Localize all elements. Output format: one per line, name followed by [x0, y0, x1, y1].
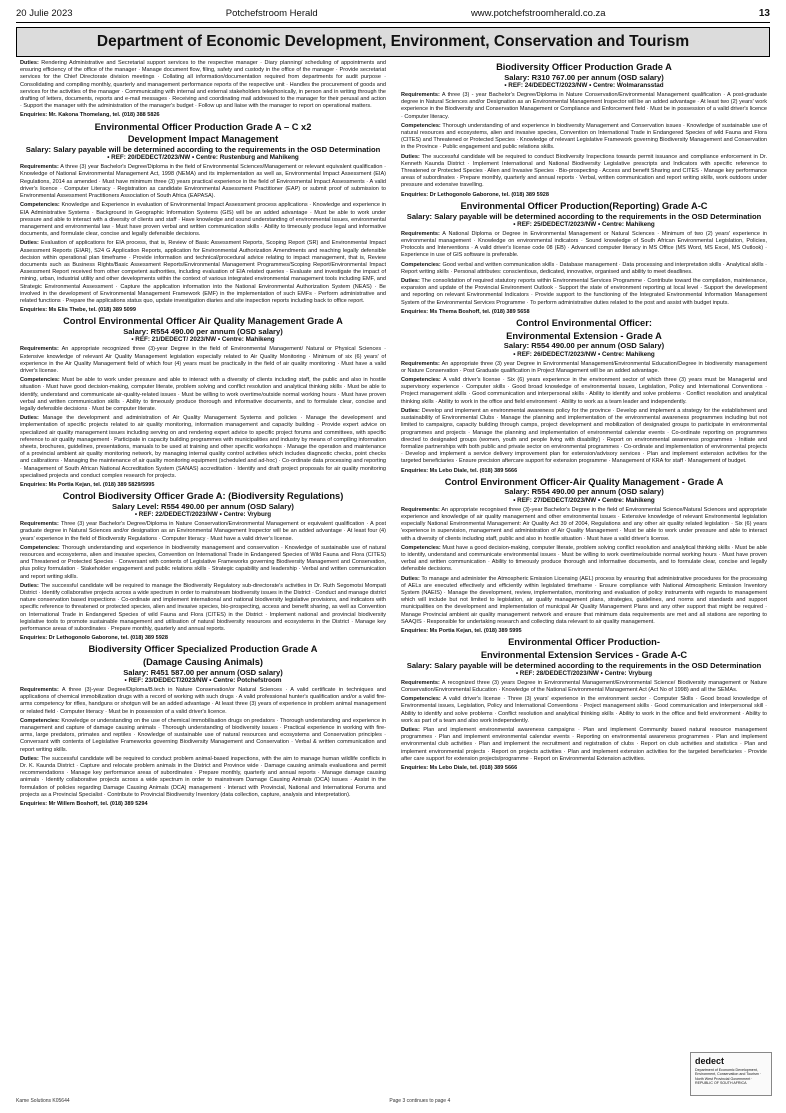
job-enquiries: [401, 192, 767, 199]
job-requirements: [20, 521, 386, 543]
job-competencies: [20, 377, 386, 413]
job-reference: • REF: 26/DEDECT/2023/NW • Centre: Mahikeng: [513, 350, 655, 358]
job-salary: Salary Level: R554 490.00 per annum (OSD Salary): [112, 501, 294, 511]
job-salary: Salary: R554 490.00 per annum (OSD salary): [123, 327, 283, 337]
job-duties: [401, 154, 767, 190]
section-label: Competencies:: [401, 122, 441, 129]
section-label: Competencies:: [20, 377, 60, 384]
job-subtitle: Environmental Extension - Grade A: [506, 330, 662, 341]
section-text: Manage the development and administration of Air Quality Management Systems and policies · Manage the development and implementation of specific projects related to air quality monitoring, information management and capacity building · Provide expert advice on specialized air quality management issues including serving on and rendering expert advice to specific project forums and committees, with specific reference to air quality management · Participate in capacity building programmes with municipalities and industry by means of compiling information sheets, brochures, guidelines, presentations, manuals to be used at training and other specific workshops · Manage the operation and maintenance of a provincial ambient air quality monitoring network, by managing internal quality control activities which includes diagnostic checks, point checks and calibrations · Managing the maintenance of air quality monitoring equipment (scheduled and ad-hoc) · Co-ordinate data processing and reporting · Management of South African National Accreditation System (SANAS) accreditation · Identify and draft project proposals for air quality monitoring specialised projects and conduct complex research for projects.: [20, 415, 386, 479]
job-reference: • REF: 22/DEDECT/2023/NW • Centre: Vryburg: [134, 510, 272, 518]
job-title: Control Environmental Officer:: [516, 318, 652, 329]
enquiries-text: Enquiries: Ms Portia Kejan, tel. (018) 389 5829/5995: [20, 481, 155, 488]
job-title: Biodiversity Officer Production Grade A: [496, 62, 672, 72]
job-reference: • REF: 24/DEDECT/2023/NW • Centre: Wolmaransstad: [504, 81, 664, 89]
job-requirements: [20, 164, 386, 200]
section-text: Knowledge or understanding on the use of chemical immobilisation drugs on predators · Thorough understanding and experience in management and capture of damage causing animals · Thorough understanding of biodiversity issues · Practical experience in working with fire-arms, large predators, primates and reptiles · Knowledge of sustainable use of natural resources and ecosystems and Conservation principles · Conversant with contents of Legislative Frameworks governing Biodiversity Management and Conservation · Verbal & written communication and report writing skills.: [20, 717, 386, 753]
job-enquiries: [20, 635, 386, 642]
department-logo: [690, 1052, 772, 1096]
department-banner: Department of Economic Development, Environment, Conservation and Tourism: [16, 27, 770, 57]
section-label: Duties:: [401, 727, 420, 734]
section-text: Thorough understanding and experience in biodiversity management and conservation · Knowledge of sustainable use of natural resources and ecosystems, alien and invasive species, Convention on International Trade in Endangered Species of Wild Fauna and Flora (CITES) and Threatened or Protected Species · Conversant with contents of Legislative Frameworks governing Biodiversity Management and Conservation, plus policy formulation · Stakeholder engagement and public relations skills · Strategic capability and leadership · Verbal and written communication and report writing skills.: [20, 544, 386, 580]
job-subtitle: Environmental Extension Services - Grade A-C: [480, 649, 688, 660]
section-label: Duties:: [401, 407, 420, 414]
job-title: Environmental Officer Production(Reporting) Grade A-C: [460, 200, 708, 211]
section-text: Plan and implement environmental awareness campaigns · Plan and implement Community based natural resource management programmes · Plan and implement environmental calendar events · Reporting on environmental awareness programmes · Plan and implement environmental club activities · Plan and implement the recruitment and registration of clubs · Report on club activities and statistics · Plan and implement environmental projects · Report on projects activities · Plan and implement extension activities for the targeted beneficiaries · Provide after care support for extension projects/programme · Report on Environmental Extension activities.: [401, 727, 767, 762]
section-text: Good verbal and written communication skills · Database management · Data processing and interpretation skills · Analytical skills · Report writing skills · Personal attributes: conscientious, dedicated, innovative, organised and ability to meet deadlines.: [401, 261, 767, 275]
section-label: Duties:: [20, 240, 39, 247]
job-subtitle: (Damage Causing Animals): [142, 657, 264, 668]
section-label: Duties:: [20, 755, 39, 762]
section-label: Requirements:: [401, 360, 440, 367]
section-label: Requirements:: [20, 521, 59, 528]
job-reference: • REF: 20/DEDECT/2023/NW • Centre: Rustenburg and Mahikeng: [107, 154, 299, 162]
section-text: An appropriate recognised three (3)-year Bachelor's Degree in the field of Environmental Science/Natural Sciences and appropriate experience and knowledge of air quality management and other environmental issues · Extensive knowledge of relevant Environmental legislation especially National Environmental Management: Air Quality Act 39 of 2004, Regulations and any other air quality related legislation · Six (6) years 'experience in supervision, management and administration of Air Quality Management · Must be able to work under pressure and able to interact with a diversity of clients including staff, public and also in hostile situation · Must have a valid driver's license.: [401, 506, 767, 542]
section-label: Requirements:: [20, 346, 59, 353]
footer-continues: Page 3 continues to page 4: [389, 1098, 451, 1104]
section-text: A three (3) - year Bachelor's Degree/Diploma in Nature Conservation/Environmental Management qualification · A post-graduate degree in Natural Sciences and/or Designation as an Environmental Management Inspector will be an added advantage · At least two (2) years' work experience in the Biodiversity and Conservation Management or Compliance and Enforcement field · Must be in possession of a valid driver's licence · Computer literacy.: [401, 91, 767, 120]
section-label: Competencies:: [20, 717, 60, 724]
section-text: A valid driver's license · Three (3) years' experience in the environment sector · Computer Skills · Good broad knowledge of Environmental issues, Legislation, Policy and International Conventions · Project management skills · Good communication and interpersonal skill · Ability to identify and solve problems · Conflict resolution and analytical thinking skills · Ability to work in the office and field environment · Ability to work as part of a team and also work independently.: [401, 696, 767, 724]
section-text: Three (3) year Bachelor's Degree/Diploma in Nature Conservation/Environmental Management or equivalent qualification · A post graduate degree in Natural Sciences and/or designation as an Environmental Management Inspector will be an added advantage · At least four (4) years' experience in the field of Biodiversity Regulations · Computer literacy · Must have a valid driver's license.: [20, 521, 386, 542]
section-label: Requirements:: [401, 679, 440, 686]
job-competencies: [401, 377, 767, 406]
section-text: Must have a good decision-making, computer literate, problem solving conflict resolution and analytical thinking skills · Must be able to identify, understand and communicate environmental issues · Must be willing to work overtime/outside normal working hours · Must have proven verbal and written communication · Ability to timeously produce thorough and informative documents, and to formulate clear, concise and legally defensible decisions.: [401, 544, 767, 573]
logo-subtitle: Department of Economic Development, Environment, Conservation and Tourism · North West Provincial Government · REPUBLIC OF SOUTH AFRICA: [695, 1068, 762, 1086]
job-requirements: [20, 346, 386, 375]
left-column: [20, 60, 386, 1080]
right-column: [401, 60, 767, 1080]
job-requirements: [401, 92, 767, 121]
job-title: Environmental Officer Production-: [508, 637, 660, 648]
page-number: 13: [758, 7, 770, 19]
job-enquiries: [20, 307, 386, 314]
job-duties: [20, 756, 386, 799]
section-text: An appropriate recognized three (3)-year Degree in the field of Environmental Management/ Natural or Physical Sciences · Extensive knowledge of relevant Air Quality Management legislation especially related to Air Quality Monitoring · Minimum of six (6) years' of experience in the Air Quality Management field of which four (4) years must be practically in the field of air quality monitoring · Must have a valid driver's license.: [20, 346, 386, 374]
job-duties: [401, 278, 767, 307]
job-title: Control Environmental Officer Air Quality Management Grade A: [63, 316, 343, 327]
section-text: The successful candidate will be required to conduct Biodiversity Inspections towards permit issuance and compliance enforcement in Dr. Kenneth Kaunda District · Implement International and National Biodiversity Legislative prescripts and Indicators with specific reference to Threatened or Protected Species · Alien and Invasive Species · Bio-prospecting · Access and benefit Sharing and CITES · Manage key performance areas of subordinates · Prepare monthly, quarterly and annual reports · Verbal, written communication and report writing skills, work outdoors under pressure and extensive travelling.: [401, 153, 767, 189]
job-ref-25: [401, 201, 767, 316]
section-label: Duties:: [20, 582, 39, 589]
logo-name: dedect: [695, 1056, 725, 1066]
enquiries-text: Enquiries: Ms Lebo Diale, tel. (018) 389 5666: [401, 467, 518, 474]
job-title: Control Environment Officer-Air Quality Management - Grade A: [444, 476, 724, 487]
job-ref-24: [401, 62, 767, 199]
section-label: Duties:: [401, 153, 420, 160]
header-rule: [16, 22, 770, 23]
job-duties: [401, 408, 767, 466]
section-text: The consolidation of required statutory reports within Environmental Services Programme · Contribute toward the compilation, maintenance, expansion and update of the Provincial Environment Outlook · Support the state of environment reporting at local level · Support the development and reporting on relevant Environmental Indicators · Provide support to the functioning of the Integrated Environmental Information Management System of the Environmental Services Programme · To perform administrative duties related to the post and assist with budget inputs.: [401, 278, 767, 306]
job-salary: Salary: Salary payable will be determined according to the requirements in the OSD Determination: [406, 660, 762, 670]
section-text: To manage and administer the Atmospheric Emission Licensing (AEL) process by ensuring that administrative procedures for the processing of AELs are executed effectively and efficiently within legislated timeframe · Ensure compliance with National Atmospheric Emission Inventory System (NAEIS) · Manage the development, review, implementation, monitoring and evaluation of policy instruments with regards to management which will include but not limited to legislation, air quality management plans, strategies, guidelines, and norms and standards and support municipalities on the development and implementation of municipal Air Quality Management Plans and any other support that might be required · Manage Provincial ambient air quality management network and ensure that minimum data requirements are met and all stations are reporting to SAAQIS · Responsible for undertaking research and collecting data relevant to air quality management.: [401, 575, 767, 625]
section-label: Requirements:: [401, 91, 440, 98]
job-competencies: [401, 696, 767, 725]
job-competencies: [401, 262, 767, 276]
enquiries-text: Enquiries: Mr Willem Boshoff, tel. (018) 389 5294: [20, 801, 148, 808]
section-label: Competencies:: [401, 377, 441, 384]
job-requirements: [20, 687, 386, 716]
enquiries-text: Enquiries: Dr Lethogonolo Gaborone, tel. (018) 389 5928: [401, 191, 549, 198]
job-competencies: [20, 202, 386, 238]
page-footer: [16, 1098, 770, 1108]
job-duties: [401, 576, 767, 626]
job-ref-26: [401, 318, 767, 475]
job-salary: Salary: R451 587.00 per annum (OSD salary): [123, 667, 283, 677]
job-enquiries: [401, 765, 767, 772]
job-enquiries: [20, 482, 386, 489]
section-label: Duties:: [20, 415, 39, 422]
issue-date: 20 Julie 2023: [16, 7, 73, 19]
enquiries-text: Enquiries: Ms Lebo Diale, tel. (018) 389 5666: [401, 765, 518, 772]
enquiries-text: Enquiries: Dr Lethogonolo Gaborone, tel. (018) 389 5928: [20, 635, 168, 642]
page-header: [16, 6, 770, 20]
section-label: Competencies:: [20, 202, 60, 209]
job-title: Biodiversity Officer Specialized Production Grade A: [88, 644, 318, 655]
job-enquiries: [401, 468, 767, 475]
enquiries-text: Enquiries: Ms Portia Kejan, tel. (018) 389 5995: [401, 627, 522, 634]
section-label: Competencies:: [20, 544, 60, 551]
footer-agency: Kame Solutions K05644: [16, 1098, 70, 1104]
job-requirements: [401, 507, 767, 543]
intro-duties: Duties: Rendering Administrative and Secretarial support services to the respective manager · Diary planning/ scheduling of appointments and ensuring efficiency of the office of the manager · Manage document flow, filing, safety and custody in the office of the manager · Provide secretariat services for the Chief Directorate division meetings · Collating all information/documentation required from departments for audit purpose · Consolidating and compiling monthly, quarterly and management performance reports of the respective unit · Handles the procurement of goods and services for the activities of the manager · Communicating with internal and external stakeholders telephonically, in person and in writing through the drafting of letters, documents, reports and e-mail messages · Receiving and coordinating mail addressed to the manager for their perusal and action · Support the manager with the administration of the manager's budget · Follow up and liaise with the manager to report on operational matters.: [20, 60, 386, 110]
section-text: Thorough understanding of and experience in biodiversity Management and Conservation issues · Knowledge of sustainable use of natural resources and ecosystems, alien and invasive species, Convention on International Trade in Endangered Species of wild Fauna and Flora (CITES) and Threatened or Protected Species · Knowledge of relevant Legislative Framework governing Biodiversity Management and Conservation in the Province · Public engagement and public relations skills.: [401, 122, 767, 151]
section-label: Requirements:: [20, 164, 59, 171]
section-label: Duties:: [401, 278, 420, 284]
job-competencies: [20, 718, 386, 754]
job-salary: Salary: Salary payable will be determined according to the requirements in the OSD Determination: [406, 211, 762, 221]
enquiries-text: Enquiries: Ms Thema Boshoff, tel. (018) 389 5658: [401, 308, 530, 315]
job-salary: Salary: R310 767.00 per annum (OSD salary): [504, 72, 664, 82]
section-text: The successful candidate will be required to conduct problem animal-based inspections, with the aim to manage human wildlife conflicts in Dr. K. Kaunda District · Capture and relocate problem animals in the District and Province wide · Damage causing animals evaluations and permit recommendations · Manage key performance areas of subordinates · Prepare monthly, quarterly and annual reports · Manage damage causing animals · Identify collaborative projects across a wide spectrum in order to mainstream Damage Causing Animals (DCA) issues · Assist in the formulation of policies regarding Damage Causing Animals (DCA) management · Interact with Provincial, National and International Forums and projects as a Provincial Specialist · Contribute to Provincial Biodiversity Inventory (data collection, capture, analysis and interpretation).: [20, 755, 386, 798]
job-subtitle: Development Impact Management: [127, 134, 279, 145]
job-competencies: [20, 545, 386, 581]
section-label: Requirements:: [401, 506, 440, 513]
section-text: A three (3) year Bachelor's Degree/Diploma in the field of Environmental Sciences/Management or relevant equivalent qualification · Knowledge of National Environmental Management Act, 1998 (NEMA) and its implementation as well as, Environmental Impact Assessment (EIA) Regulations, 2014 as amended · Must have minimum three (3) years practical experience in the field of Environmental Impact Assessments · A valid driver's licence · Computer Literacy · Registration as candidate Environmental Assessment Practitioner (EAP) or submit proof of submission to Environmental Assessment Practitioners Association of South Africa (EAPASA).: [20, 164, 386, 200]
job-enquiries: [401, 628, 767, 635]
job-reference: • REF: 25/DEDECT/2023/NW • Centre: Mahikeng: [513, 220, 655, 228]
job-duties: [20, 415, 386, 480]
job-requirements: [401, 361, 767, 375]
job-competencies: [401, 545, 767, 574]
job-ref-27: [401, 477, 767, 635]
intro-enquiries: Enquiries: Mr. Kakona Thomelang, tel. (018) 388 5826: [20, 112, 160, 119]
enquiries-text: Enquiries: Ms Elis Thebe, tel. (018) 389 5099: [20, 307, 136, 314]
section-text: An appropriate three (3) year Degree in Environmental Management/Environmental Education/Degree in biodiversity management or Nature Conservation · Post Graduate qualification in Project Management will be an added advantage.: [401, 360, 767, 374]
job-enquiries: [20, 801, 386, 808]
section-label: Competencies:: [401, 696, 441, 703]
job-salary: Salary: R554 490.00 per annum (OSD Salary): [503, 341, 665, 351]
section-label: Competencies:: [401, 261, 441, 268]
section-label: Duties:: [401, 575, 420, 582]
job-duties: [401, 727, 767, 763]
website: www.potchefstroomherald.co.za: [470, 7, 606, 19]
job-ref-28: [401, 637, 767, 772]
job-reference: • REF: 23/DEDECT/2023/NW • Centre: Potchefstroom: [124, 676, 282, 684]
job-ref-22: [20, 491, 386, 642]
section-label: Requirements:: [401, 230, 440, 237]
section-text: Develop and implement an environmental awareness policy for the province · Develop and implement a strategy for the establishment and sustainability of Environmental Clubs · Manage the planning and implementation of the environmental awareness programmes including but not limited to campaigns, capacity building through camps, project development and mobilization of designated groups to participate in environmental programmes and projects · Manage the planning and implementation of environmental calendar events · Co-ordinate reporting on programmes directed to designated groups (women, youth and people living with disability) · Report on environmental awareness programmes · Initiate and formalize partnerships with both public and private sector on environmental programmes · Co-ordinate and implementation of environmental projects · Develop and implement a service delivery improvement plan for extension/advisory services · Plan and implement extension activities for the targeted beneficiaries · Ensure precision aftercare support for extension programme · Management of KRA for staff · Management of budget.: [401, 407, 767, 465]
section-text: Knowledge and Experience in evaluation of Environmental Impact Assessment process applications · Knowledge and experience in EIA Administrative Systems · Background in Geographic Information Systems (GIS) will be an added advantage · Must be able to work under pressure and able to interact with a diversity of clients and staff · Have knowledge and sound understanding of environmental issues, environmental management and environmental law · Must have proven verbal and written communication skills · Ability to timeously produce legal and informative documents, and formulate clear, concise and legally defensible decisions.: [20, 202, 386, 238]
section-text: A National Diploma or Degree in Environmental Management or Natural Sciences · Minimum of two (2) years' experience in environmental management · Knowledge on environmental indicators · Sound knowledge of South African Environmental Legislation, Policies, Protocols and Interventions · A valid driver's license code 08 (EB) · Advanced computer literacy in MS Office (MS Word, MS Excel, MS Outlook) · Experience in use of GIS software is preferable.: [401, 230, 767, 259]
job-requirements: [401, 680, 767, 694]
job-ref-20: [20, 122, 386, 315]
section-text: Must be able to work under pressure and able to interact with a diversity of clients including staff, the public and also in hostile situation · Must have good decision-making, computer literate, problem solving and conflict resolution and analytical thinking skills · Must be able to identify, understand and communicate air-quality-related issues · Must be willing to work overtime/outside normal working hours · Must have proven verbal and written communication skills · Ability to timeously produce thorough and informative documents, and to formulate clear, concise and legally defensible decisions · Must be computer literate.: [20, 377, 386, 412]
section-text: Evaluation of applications for EIA process, that is, Review of Basic Assessment Reports, Scoping Report (SR) and Environmental Impact Assessment Reports (EIAR), S24 G Application Reports, application for Environmental Authorization Amendments and reaching legally defensible decision within operational plan timeframe · Provide information and technical/procedural advice relating to impact management, that is, Review documents such as Business Rights/Basic Assessment Reports/Environmental Management Programmes/Scoping Report/Environmental Impact Assessment Report received from other competent authorities, including evaluation of EIA related queries · Evaluate and investigate the impact of mining, urban, industrial utility and other developments within the context of various integrated environmental management tools including EMF, and Strategic Environmental Assessment · Capture the application information into the National Environmental Authorization System (NEAS) · Be involved in the development of Environmental Management Framework (EMF) in the implementation of such EMFs · Perform administrative and related functions · Prepare the applications status quo, update investigation diaries and site inspection reports including back to office report.: [20, 240, 386, 304]
section-text: A recognized three (3) years Degree in Environmental Management/Environmental Science/ Biodiversity management or Nature Conservation/Environmental Education · Knowledge of the National Environmental Management Act (Act No of 1998) and all the SEMAs.: [401, 679, 767, 693]
job-duties: [20, 240, 386, 305]
section-text: The successful candidate will be required to manage the Biodiversity Regulatory sub-directorate's activities in Dr. Ruth Segomotsi Mompati District · Identify collaborative projects across a wide spectrum in order to mainstream biodiversity issues in the District · Conduct and manage district nature conservation based inspections · Co-ordinate and implement international and national biodiversity legislative provisions, and indicators with specific reference to threatened or protected species, alien and invasive species, bio-prospecting, access and benefit sharing, as well as Convention on International Trade in Endangered Species of wild Fauna and Flora (CITES) in the District · Implement national and provincial biodiversity legislative tools to promote sustainable management and utilisation of natural biodiversity resources and ecosystems in the District · Manage key performance areas of subordinates · Prepare monthly, quarterly and annual reports.: [20, 582, 386, 632]
job-reference: • REF: 21/DEDECT/ 2023/NW • Centre: Mahikeng: [131, 336, 275, 344]
job-salary: Salary: Salary payable will be determined according to the requirements in the OSD Determination: [25, 145, 381, 154]
section-text: A valid driver's license · Six (6) years experience in the environment sector of which three (3) years must be Managerial and supervisory experience · Computer skills · Good broad knowledge of environmental issues, Legislation, Policy and International Conventions · Project management skills · Good communication and interpersonal skills · Ability to identify and solve problems · Conflict resolution and analytical thinking skills · Ability to work in the office and field environment · Ability to work as a team leader and independently.: [401, 377, 767, 405]
job-reference: • REF: 27/DEDECT/2023/NW • Centre: Mahikeng: [513, 496, 655, 504]
job-enquiries: [401, 309, 767, 316]
job-requirements: [401, 231, 767, 260]
section-text: A three (3)-year Degree/Diploma/B.tech in Nature Conservation/or Natural Sciences · A valid certificate in techniques and applications of chemical immobilization drugs with a record of working with such drugs · A valid professional hunter's qualification and/or a valid fire-arms competency for rifles, handguns or shotgun will be an added advantage · At least three (3) years of experience in problem animal management or related field · Computer literacy · Must be in possession of a valid driver's licence.: [20, 687, 386, 715]
section-label: Requirements:: [20, 687, 59, 694]
job-salary: Salary: R554 490.00 per annum (OSD salary): [504, 487, 664, 497]
job-reference: • REF: 28/DEDECT/2023/NW • Centre: Vryburg: [515, 669, 653, 677]
job-competencies: [401, 123, 767, 152]
job-ref-23: [20, 644, 386, 808]
job-title: Environmental Officer Production Grade A – C x2: [94, 121, 312, 132]
section-label: Competencies:: [401, 544, 441, 551]
job-duties: [20, 583, 386, 633]
newspaper-name: Potchefstroom Herald: [225, 7, 318, 19]
job-title: Control Biodiversity Officer Grade A: (Biodiversity Regulations): [62, 491, 344, 502]
job-ref-21: [20, 316, 386, 489]
